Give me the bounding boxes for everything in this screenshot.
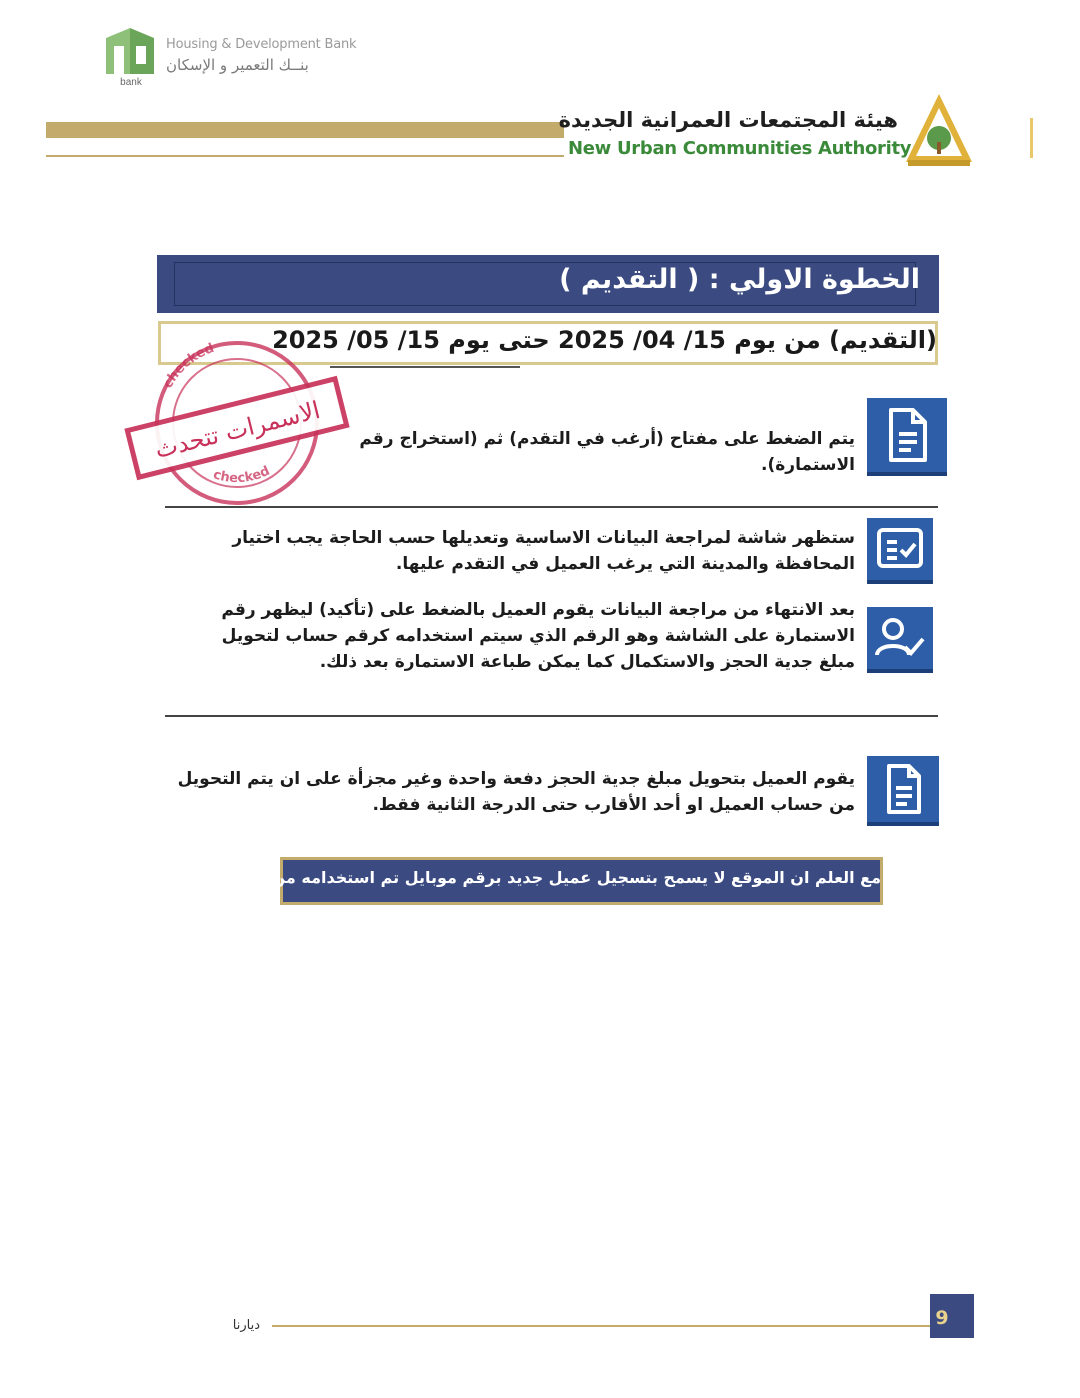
document-icon xyxy=(867,756,939,826)
date-underline xyxy=(330,366,520,368)
instruction-1: يتم الضغط على مفتاح (أرغب في التقدم) ثم (استخراج رقم الاستمارة). xyxy=(359,429,855,475)
footer-line xyxy=(272,1325,932,1327)
instruction-2: ستظهر شاشة لمراجعة البيانات الاساسية وتعديلها حسب الحاجة يجب اختيار المحافظة والمدينة التي يرغب العميل في التقدم عليها. xyxy=(232,528,855,574)
checklist-icon xyxy=(867,518,933,584)
edge-mark xyxy=(1030,118,1033,158)
authority-name-english: New Urban Communities Authority xyxy=(568,138,912,159)
bank-name-arabic: بنــك التعمير و الإسكان xyxy=(166,56,309,74)
bank-name-english: Housing & Development Bank xyxy=(166,37,357,52)
stamp-ring-text-bottom: checked xyxy=(211,463,273,487)
instruction-4: يقوم العميل بتحويل مبلغ جدية الحجز دفعة واحدة وغير مجزأة على ان يتم التحويل من حساب العميل او أحد الأقارب حتى الدرجة الثانية فقط. xyxy=(177,769,855,815)
bank-logo-label: bank xyxy=(120,77,142,88)
nuca-logo xyxy=(904,92,974,168)
divider-2 xyxy=(165,715,938,717)
page-number: 9 xyxy=(935,1307,949,1329)
checked-stamp xyxy=(122,338,352,508)
header-gold-line xyxy=(46,155,564,157)
hdb-bank-logo xyxy=(100,24,162,88)
footer-label: ديارنا xyxy=(232,1318,260,1333)
header-gold-bar xyxy=(46,122,564,138)
date-range-text: (التقديم) من يوم 15/ 04/ 2025 حتى يوم 15/ 05/ 2025 xyxy=(272,326,937,354)
document-icon xyxy=(867,398,947,476)
user-check-icon xyxy=(867,607,933,673)
stamp-main-text: الاسمرات تتحدث xyxy=(152,395,323,464)
stamp-ring-text-top: checked xyxy=(160,340,217,391)
step-title: الخطوة الاولي : ( التقديم ) xyxy=(559,264,920,295)
svg-text:checked xyxy=(211,464,272,487)
instruction-3: بعد الانتهاء من مراجعة البيانات يقوم العميل بالضغط على (تأكيد) ليظهر رقم الاستمارة على الشاشة وهو الرقم الذي سيتم استخدامه كرقم حساب لتحويل مبلغ جدية الحجز والاستكمال كما يمكن طباعة الاستمارة بعد ذلك. xyxy=(221,600,855,672)
authority-name-arabic: هيئة المجتمعات العمرانية الجديدة xyxy=(558,108,898,132)
note-text: مع العلم ان الموقع لا يسمح بتسجيل عميل جديد برقم موبايل تم استخدامه من قبل xyxy=(234,868,881,887)
